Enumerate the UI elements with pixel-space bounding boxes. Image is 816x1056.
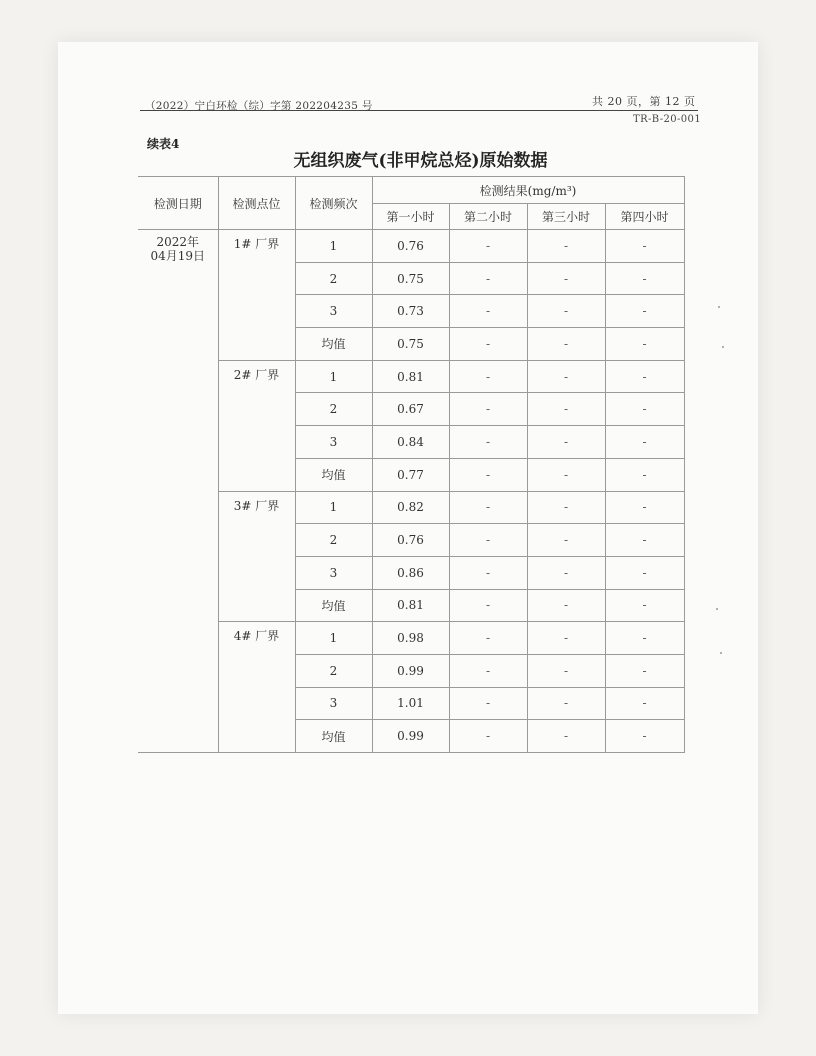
hour4-value: -	[605, 426, 684, 459]
hour1-value: 0.76	[372, 524, 449, 557]
hour3-value: -	[527, 426, 605, 459]
frequency-cell: 1	[295, 230, 372, 263]
hour3-value: -	[527, 360, 605, 393]
hour3-value: -	[527, 556, 605, 589]
hour2-value: -	[449, 687, 527, 720]
hour3-value: -	[527, 458, 605, 491]
date-day: 04月19日	[150, 249, 206, 263]
page-info: 共 20 页，第 12 页	[592, 95, 696, 108]
frequency-cell: 2	[295, 654, 372, 687]
hour3-value: -	[527, 622, 605, 655]
hour2-value: -	[449, 295, 527, 328]
hour4-value: -	[605, 328, 684, 361]
frequency-cell: 3	[295, 295, 372, 328]
header-row-1	[138, 177, 684, 204]
hour4-value: -	[605, 458, 684, 491]
table-row	[138, 491, 684, 524]
header-hour-4: 第四小时	[605, 204, 684, 230]
hour4-value: -	[605, 230, 684, 263]
hour3-value: -	[527, 393, 605, 426]
hour3-value: -	[527, 589, 605, 622]
frequency-cell: 2	[295, 524, 372, 557]
header-hour-2: 第二小时	[449, 204, 527, 230]
hour2-value: -	[449, 360, 527, 393]
hour1-value: 0.81	[372, 589, 449, 622]
hour4-value: -	[605, 393, 684, 426]
hour3-value: -	[527, 328, 605, 361]
scan-speck	[716, 608, 718, 610]
hour1-value: 0.75	[372, 262, 449, 295]
hour4-value: -	[605, 360, 684, 393]
hour2-value: -	[449, 589, 527, 622]
hour1-value: 0.81	[372, 360, 449, 393]
hour1-value: 0.99	[372, 720, 449, 753]
hour1-value: 1.01	[372, 687, 449, 720]
document-code: TR-B-20-001	[633, 114, 702, 125]
hour1-value: 0.84	[372, 426, 449, 459]
header-hour-3: 第三小时	[527, 204, 605, 230]
frequency-cell: 均值	[295, 720, 372, 753]
date-cell	[138, 230, 218, 753]
hour3-value: -	[527, 687, 605, 720]
hour3-value: -	[527, 654, 605, 687]
hour1-value: 0.77	[372, 458, 449, 491]
hour4-value: -	[605, 687, 684, 720]
hour4-value: -	[605, 622, 684, 655]
hour1-value: 0.67	[372, 393, 449, 426]
point-cell: 3# 厂界	[218, 491, 295, 622]
hour3-value: -	[527, 491, 605, 524]
hour1-value: 0.76	[372, 230, 449, 263]
hour1-value: 0.82	[372, 491, 449, 524]
frequency-cell: 2	[295, 393, 372, 426]
frequency-cell: 均值	[295, 458, 372, 491]
header-rule	[140, 110, 698, 111]
frequency-cell: 3	[295, 556, 372, 589]
date-year: 2022年	[156, 235, 200, 249]
table-row	[138, 622, 684, 655]
continued-table-label: 续表4	[147, 137, 180, 151]
page-title: 无组织废气(非甲烷总烃)原始数据	[293, 151, 548, 171]
scan-speck	[722, 346, 724, 348]
hour1-value: 0.75	[372, 328, 449, 361]
hour3-value: -	[527, 230, 605, 263]
frequency-cell: 均值	[295, 589, 372, 622]
point-cell: 1# 厂界	[218, 230, 295, 361]
table-row	[138, 360, 684, 393]
frequency-cell: 2	[295, 262, 372, 295]
hour4-value: -	[605, 524, 684, 557]
hour2-value: -	[449, 393, 527, 426]
hour2-value: -	[449, 458, 527, 491]
hour1-value: 0.73	[372, 295, 449, 328]
hour2-value: -	[449, 622, 527, 655]
hour2-value: -	[449, 230, 527, 263]
header-point: 检测点位	[218, 177, 295, 230]
hour4-value: -	[605, 720, 684, 753]
frequency-cell: 均值	[295, 328, 372, 361]
frequency-cell: 3	[295, 426, 372, 459]
frequency-cell: 1	[295, 360, 372, 393]
hour4-value: -	[605, 556, 684, 589]
header-date: 检测日期	[138, 177, 218, 230]
hour2-value: -	[449, 426, 527, 459]
data-table	[138, 176, 685, 753]
hour1-value: 0.98	[372, 622, 449, 655]
hour2-value: -	[449, 524, 527, 557]
hour3-value: -	[527, 262, 605, 295]
hour2-value: -	[449, 654, 527, 687]
hour3-value: -	[527, 295, 605, 328]
hour3-value: -	[527, 720, 605, 753]
hour1-value: 0.86	[372, 556, 449, 589]
scan-speck	[718, 306, 720, 308]
hour4-value: -	[605, 654, 684, 687]
header-hour-1: 第一小时	[372, 204, 449, 230]
hour1-value: 0.99	[372, 654, 449, 687]
hour4-value: -	[605, 491, 684, 524]
hour2-value: -	[449, 556, 527, 589]
point-cell: 2# 厂界	[218, 360, 295, 491]
frequency-cell: 1	[295, 491, 372, 524]
point-cell: 4# 厂界	[218, 622, 295, 753]
hour2-value: -	[449, 720, 527, 753]
scan-speck	[720, 652, 722, 654]
frequency-cell: 1	[295, 622, 372, 655]
report-number: （2022）宁白环检（综）字第 202204235 号	[145, 100, 373, 112]
hour4-value: -	[605, 295, 684, 328]
hour3-value: -	[527, 524, 605, 557]
hour2-value: -	[449, 328, 527, 361]
hour4-value: -	[605, 262, 684, 295]
hour2-value: -	[449, 491, 527, 524]
hour4-value: -	[605, 589, 684, 622]
header-frequency: 检测频次	[295, 177, 372, 230]
header-result-group: 检测结果(mg/m³)	[372, 177, 684, 204]
hour2-value: -	[449, 262, 527, 295]
table-row	[138, 230, 684, 263]
frequency-cell: 3	[295, 687, 372, 720]
